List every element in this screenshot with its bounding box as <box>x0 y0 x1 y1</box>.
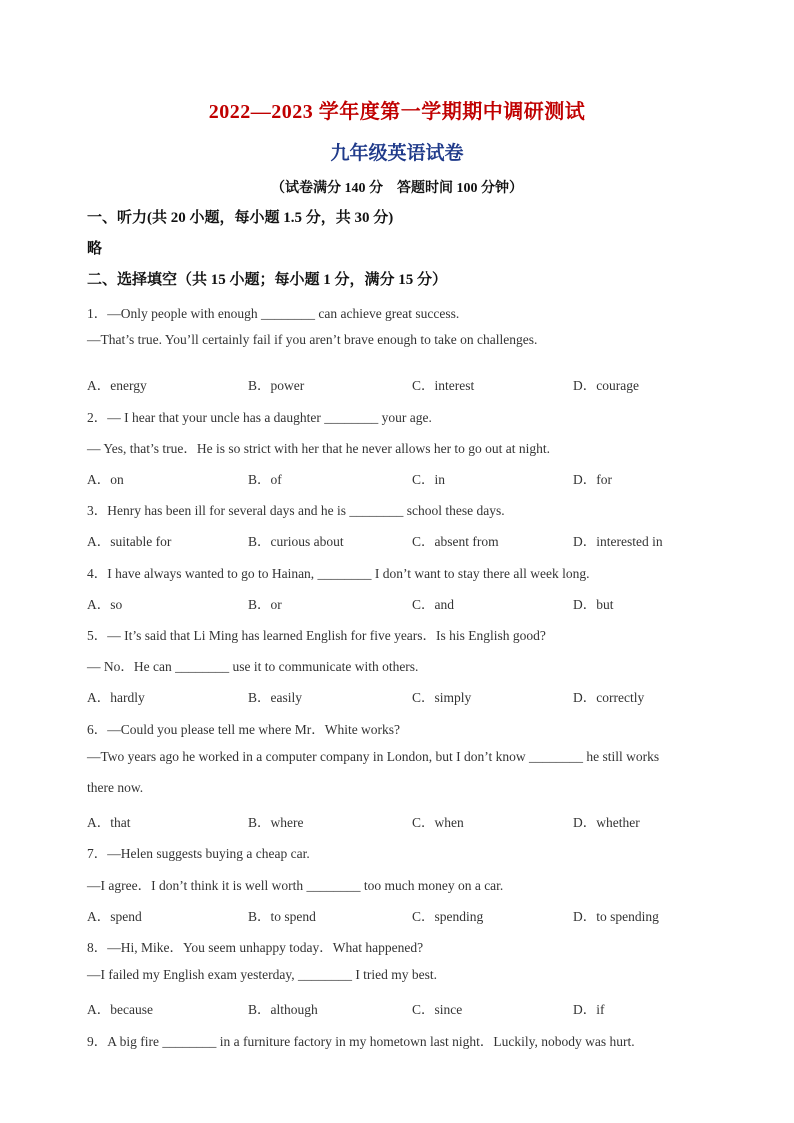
option-a[interactable]: A．hardly <box>87 690 145 705</box>
option-b[interactable]: B．although <box>248 1002 318 1017</box>
question-3-line-1: 3．Henry has been ill for several days and he is ________ school these days. <box>87 503 505 518</box>
option-d[interactable]: D．to spending <box>573 909 659 924</box>
option-b[interactable]: B．easily <box>248 690 302 705</box>
option-d[interactable]: D．for <box>573 472 612 487</box>
question-5-line-2: — No．He can ________ use it to communicate with others. <box>87 659 419 674</box>
question-4-line-1: 4．I have always wanted to go to Hainan, ________ I don’t want to stay there all week long. <box>87 566 590 581</box>
option-d[interactable]: D．correctly <box>573 690 645 705</box>
option-c[interactable]: C．spending <box>412 909 484 924</box>
option-d[interactable]: D．interested in <box>573 534 663 549</box>
option-b[interactable]: B．curious about <box>248 534 344 549</box>
question-6-options <box>87 811 727 831</box>
question-7-options <box>87 905 727 925</box>
option-c[interactable]: C．when <box>412 815 464 830</box>
option-c[interactable]: C．interest <box>412 378 475 393</box>
option-a[interactable]: A．spend <box>87 909 142 924</box>
option-c[interactable]: C．simply <box>412 690 472 705</box>
option-c[interactable]: C．in <box>412 472 446 487</box>
question-9-line-1: 9．A big fire ________ in a furniture factory in my hometown last night．Luckily, nobody was hurt. <box>87 1034 635 1049</box>
question-6-line-2: —Two years ago he worked in a computer company in London, but I don’t know ________ he still works <box>87 749 660 764</box>
option-d[interactable]: D．courage <box>573 378 639 393</box>
option-b[interactable]: B．or <box>248 597 282 612</box>
question-4-options <box>87 593 727 613</box>
section-1-heading: 一、听力(共 20 小题，每小题 1.5 分，共 30 分) <box>87 210 394 226</box>
option-b[interactable]: B．to spend <box>248 909 316 924</box>
option-d[interactable]: D．but <box>573 597 614 612</box>
question-8-line-2: —I failed my English exam yesterday, ________ I tried my best. <box>87 967 438 982</box>
question-2-line-2: — Yes, that’s true．He is so strict with her that he never allows her to go out at night. <box>87 441 551 456</box>
question-5-line-1: 5．— It’s said that Li Ming has learned English for five years．Is his English good? <box>87 628 546 643</box>
option-d[interactable]: D．if <box>573 1002 605 1017</box>
question-7-line-2: —I agree．I don’t think it is well worth ________ too much money on a car. <box>87 878 504 893</box>
question-7-line-1: 7．—Helen suggests buying a cheap car. <box>87 846 310 861</box>
option-b[interactable]: B．power <box>248 378 305 393</box>
question-2-line-1: 2．— I hear that your uncle has a daughter ________ your age. <box>87 410 432 425</box>
option-c[interactable]: C．absent from <box>412 534 499 549</box>
page-title: 2022—2023 学年度第一学期期中调研测试 <box>208 101 586 123</box>
option-a[interactable]: A．that <box>87 815 131 830</box>
question-6-line-1: 6．—Could you please tell me where Mr．White works? <box>87 722 401 737</box>
question-8-line-1: 8．—Hi, Mike．You seem unhappy today．What happened? <box>87 940 424 955</box>
exam-subtitle: 九年级英语试卷 <box>330 143 464 164</box>
option-a[interactable]: A．on <box>87 472 124 487</box>
question-3-options <box>87 530 727 550</box>
option-a[interactable]: A．because <box>87 1002 153 1017</box>
question-1-options <box>87 374 727 394</box>
section-2-heading: 二、选择填空（共 15 小题；每小题 1 分，满分 15 分） <box>87 272 448 288</box>
option-b[interactable]: B．of <box>248 472 282 487</box>
question-5-options <box>87 686 727 706</box>
option-c[interactable]: C．since <box>412 1002 463 1017</box>
option-a[interactable]: A．energy <box>87 378 147 393</box>
option-b[interactable]: B．where <box>248 815 304 830</box>
option-a[interactable]: A．so <box>87 597 123 612</box>
question-2-options <box>87 468 727 488</box>
exam-info: （试卷满分 140 分 答题时间 100 分钟） <box>271 181 523 196</box>
option-c[interactable]: C．and <box>412 597 454 612</box>
question-1-line-2: —That’s true. You’ll certainly fail if you aren’t brave enough to take on challenges. <box>87 332 538 347</box>
option-a[interactable]: A．suitable for <box>87 534 172 549</box>
question-1-line-1: 1．—Only people with enough ________ can achieve great success. <box>87 306 460 321</box>
question-8-options <box>87 998 727 1018</box>
question-6-line-3: there now. <box>87 780 144 795</box>
option-d[interactable]: D．whether <box>573 815 640 830</box>
section-1-note: 略 <box>87 241 103 257</box>
